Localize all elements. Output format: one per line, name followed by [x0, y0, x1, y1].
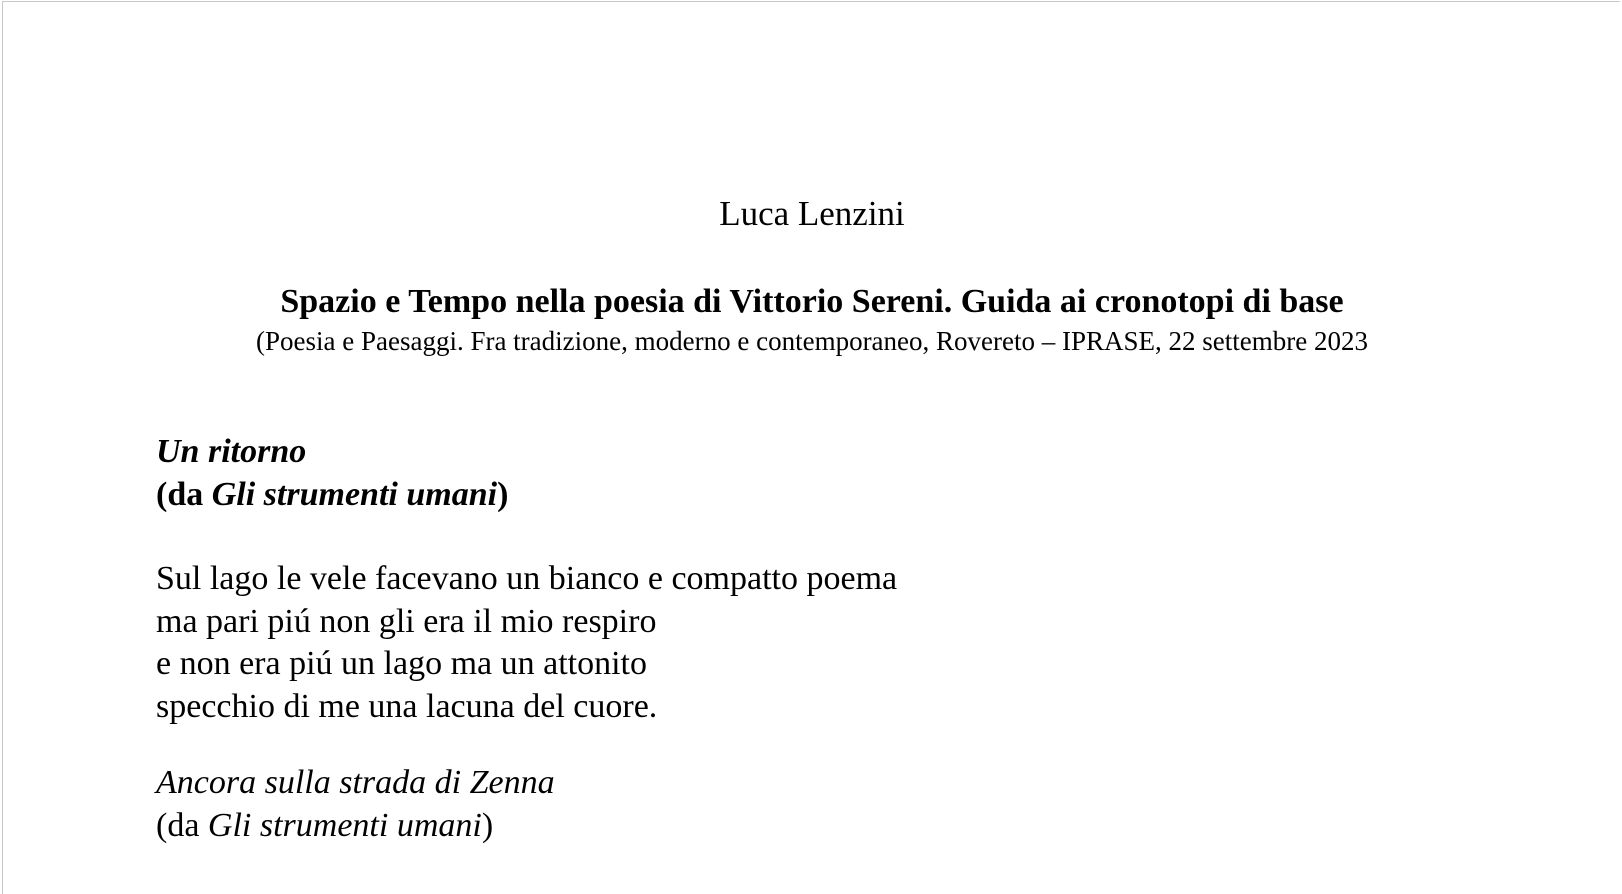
document-subtitle: (Poesia e Paesaggi. Fra tradizione, moderno e contemporaneo, Rovereto – IPRASE, 22 settembre 2023 — [256, 326, 1368, 356]
poem-un-ritorno — [156, 430, 1456, 728]
document-page — [2, 1, 1620, 894]
poem-verses — [156, 558, 1456, 728]
document-title: Spazio e Tempo nella poesia di Vittorio Sereni. Guida ai cronotopi di base — [280, 283, 1344, 320]
poem-ancora-sulla-strada-di-zenna — [156, 761, 1456, 847]
poem-source-book: Gli strumenti umani — [207, 807, 482, 844]
poem-source-book: Gli strumenti umani — [211, 476, 498, 513]
poem-source-suffix: ) — [481, 807, 494, 844]
verse-line: ma pari piú non gli era il mio respiro — [156, 602, 657, 640]
verse-line: Sul lago le vele facevano un bianco e compatto poema — [156, 560, 898, 597]
verse-line: e non era piú un lago ma un attonito — [156, 645, 647, 682]
poem-heading — [156, 761, 1456, 847]
poem-heading — [156, 430, 1456, 516]
poem-source — [156, 473, 1456, 516]
poem-source-suffix: ) — [497, 476, 509, 513]
poem-title: Ancora sulla strada di Zenna — [156, 764, 555, 801]
verse-line: specchio di me una lacuna del cuore. — [156, 687, 658, 725]
poem-source — [156, 804, 1456, 847]
poem-source-prefix: (da — [156, 807, 208, 844]
poem-source-prefix: (da — [156, 476, 212, 513]
author-name: Luca Lenzini — [719, 194, 905, 233]
poem-title: Un ritorno — [156, 433, 307, 470]
